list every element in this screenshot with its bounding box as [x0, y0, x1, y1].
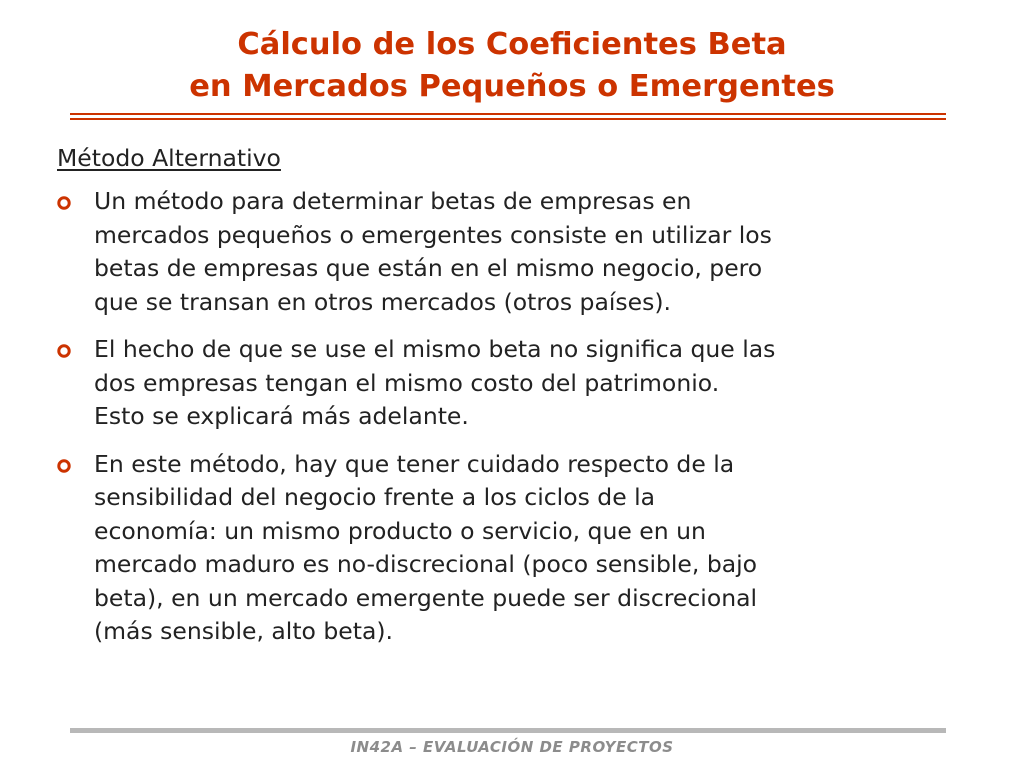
bullet-line: betas de empresas que están en el mismo negocio, pero: [94, 254, 763, 282]
bullet-line: En este método, hay que tener cuidado respecto de la: [94, 449, 735, 478]
circled-dot-icon: [57, 344, 71, 358]
bullet-line: El hecho de que se use el mismo beta no significa que las: [94, 335, 776, 363]
bullet-list: [57, 185, 987, 663]
title-rule-bottom: [70, 118, 946, 120]
title-rule-top: [70, 113, 946, 115]
bullet-text: [94, 448, 987, 649]
footer-rule: [70, 728, 946, 733]
circled-dot-icon: [57, 459, 71, 473]
bullet-item: [57, 448, 987, 649]
bullet-text: [94, 185, 987, 319]
section-subtitle: Método Alternativo: [57, 144, 281, 172]
bullet-text: [94, 333, 987, 434]
slide-title-line-2: en Mercados Pequeños o Emergentes: [189, 69, 835, 104]
bullet-line: (más sensible, alto beta).: [94, 617, 394, 645]
bullet-line: Esto se explicará más adelante.: [94, 402, 469, 430]
bullet-line: mercado maduro es no-discrecional (poco sensible, bajo: [94, 550, 758, 578]
bullet-line: sensibilidad del negocio frente a los ciclos de la: [94, 483, 656, 511]
bullet-line: dos empresas tengan el mismo costo del patrimonio.: [94, 368, 720, 397]
bullet-line: que se transan en otros mercados (otros países).: [94, 287, 671, 316]
bullet-line: mercados pequeños o emergentes consiste en utilizar los: [94, 220, 772, 249]
slide-title-line-1: Cálculo de los Coeficientes Beta: [237, 27, 787, 62]
bullet-line: Un método para determinar betas de empresas en: [94, 187, 692, 215]
bullet-item: [57, 333, 987, 434]
circled-dot-icon: [57, 196, 71, 210]
bullet-item: [57, 185, 987, 319]
slide-title: [0, 24, 1024, 108]
bullet-line: economía: un mismo producto o servicio, que en un: [94, 516, 706, 545]
bullet-line: beta), en un mercado emergente puede ser discrecional: [94, 583, 758, 612]
footer-course-label: IN42A – EVALUACIÓN DE PROYECTOS: [350, 738, 674, 756]
